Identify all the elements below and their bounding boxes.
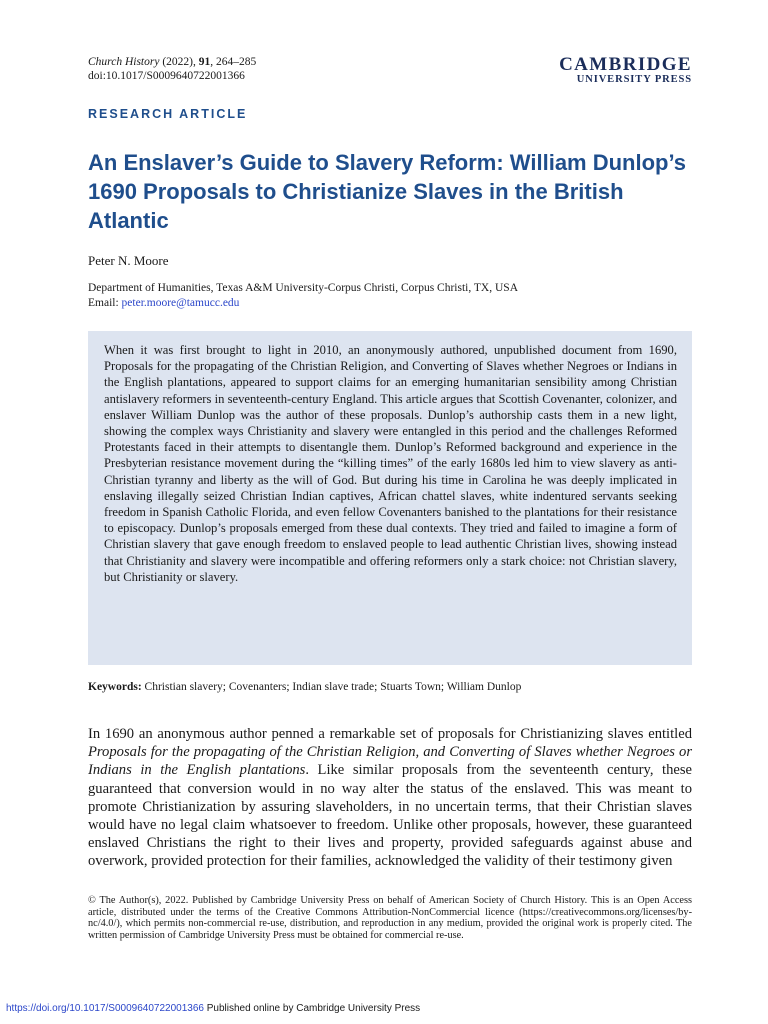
page-footer	[6, 1003, 420, 1014]
logo-line1: CAMBRIDGE	[559, 54, 692, 75]
keywords-list: Christian slavery; Covenanters; Indian slave trade; Stuarts Town; William Dunlop	[144, 681, 522, 693]
journal-volume: 91	[198, 56, 211, 68]
license-link[interactable]: https://creativecommons.org/licenses/by-nc/4.0/	[88, 906, 692, 930]
abstract-box	[88, 331, 692, 665]
email-link[interactable]: peter.moore@tamucc.edu	[121, 297, 240, 309]
footer-published-text: Published online by Cambridge University Press	[203, 1003, 421, 1014]
keywords-line	[88, 681, 521, 693]
author-email-line	[88, 296, 239, 311]
author-name: Peter N. Moore	[88, 253, 169, 268]
journal-pages: , 264–285	[210, 56, 257, 68]
body-paragraph	[88, 725, 692, 871]
email-label: Email:	[88, 297, 119, 309]
journal-year: (2022),	[162, 56, 196, 68]
journal-name: Church History	[88, 56, 160, 68]
footnote-part2: ), which permits non-commercial re-use, distribution, and reproduction in any medium, provided the original work is properly cited. The written permission of Cambridge University Press must be obtained for commercial re-use.	[88, 918, 692, 941]
journal-citation	[88, 55, 256, 69]
footnote-part1: © The Author(s), 2022. Published by Cambridge University Press on behalf of American Society of Church History. This is an Open Access article, distributed under the terms of the Creative Commons Attribution-NonCommercial licence (	[88, 895, 692, 918]
cambridge-logo	[559, 56, 692, 86]
article-type-label: RESEARCH ARTICLE	[88, 107, 248, 121]
footer-doi-link[interactable]: https://doi.org/10.1017/S0009640722001366	[6, 1003, 204, 1014]
copyright-footnote	[88, 895, 692, 941]
body-text-italic-title: Proposals for the propagating of the Christian Religion, and Converting of Slaves whether Negroes or Indians in the English plantations	[88, 744, 692, 779]
body-text-part2: . Like similar proposals from the seventeenth century, these guaranteed that conversion would in no way alter the status of the enslaved. This was meant to promote Christianization by assuring slaveholders, in no uncertain terms, that their Christian slaves would have no legal claim whatsoever to freedom. Unlike other proposals, however, these guaranteed enslaved Christians the right to their lives and property, provided safeguards against abuse and overwork, provided protection for their families, acknowledged the validity of their testimony given	[88, 762, 692, 870]
author-affiliation: Department of Humanities, Texas A&M University-Corpus Christi, Corpus Christi, TX, USA	[88, 282, 518, 294]
abstract-text: When it was first brought to light in 2010, an anonymously authored, unpublished document from 1690, Proposals for the propagating of the Christian Religion, and Converting of Slaves whether Negroes or Indians in the English plantations, appeared to support claims for an emerging humanitarian sensibility among Christian antislavery reformers in seventeenth-century England. This article argues that Scottish Covenanter, colonizer, and enslaver William Dunlop was the author of these proposals. Dunlop’s authorship casts them in a new light, showing the complex ways Christianity and slavery were entangled in this period and the challenges Reformed Protestants faced in their attempts to disentangle them. Dunlop’s Reformed background and experience in the Presbyterian resistance movement during the “killing times” of the early 1680s led him to view slavery as anti-Christian tyranny and liberty as the will of God. But during his time in Carolina he was deeply implicated in enslaving illegally seized Christian Indian captives, African chattel slaves, white indentured servants seeking freedom in Spanish Catholic Florida, and even fellow Covenanters banished to the plantations for their resistance to episcopacy. Dunlop’s proposals emerged from these dual contexts. They tried and failed to imagine a form of Christian slavery that gave enough freedom to enslaved people to lead authentic Christian lives, showing instead that Christianity and slavery were incompatible and offering reformers only a stark choice: not Christian slavery, but Christianity or slavery.	[104, 343, 677, 584]
header-doi: doi:10.1017/S0009640722001366	[88, 70, 245, 82]
article-title: An Enslaver’s Guide to Slavery Reform: William Dunlop’s 1690 Proposals to Christianize Slaves in the British Atlantic	[88, 150, 687, 233]
logo-line2: UNIVERSITY PRESS	[576, 74, 692, 85]
keywords-label: Keywords:	[88, 681, 142, 693]
body-text-part1: In 1690 an anonymous author penned a remarkable set of proposals for Christianizing slaves entitled	[88, 726, 692, 742]
